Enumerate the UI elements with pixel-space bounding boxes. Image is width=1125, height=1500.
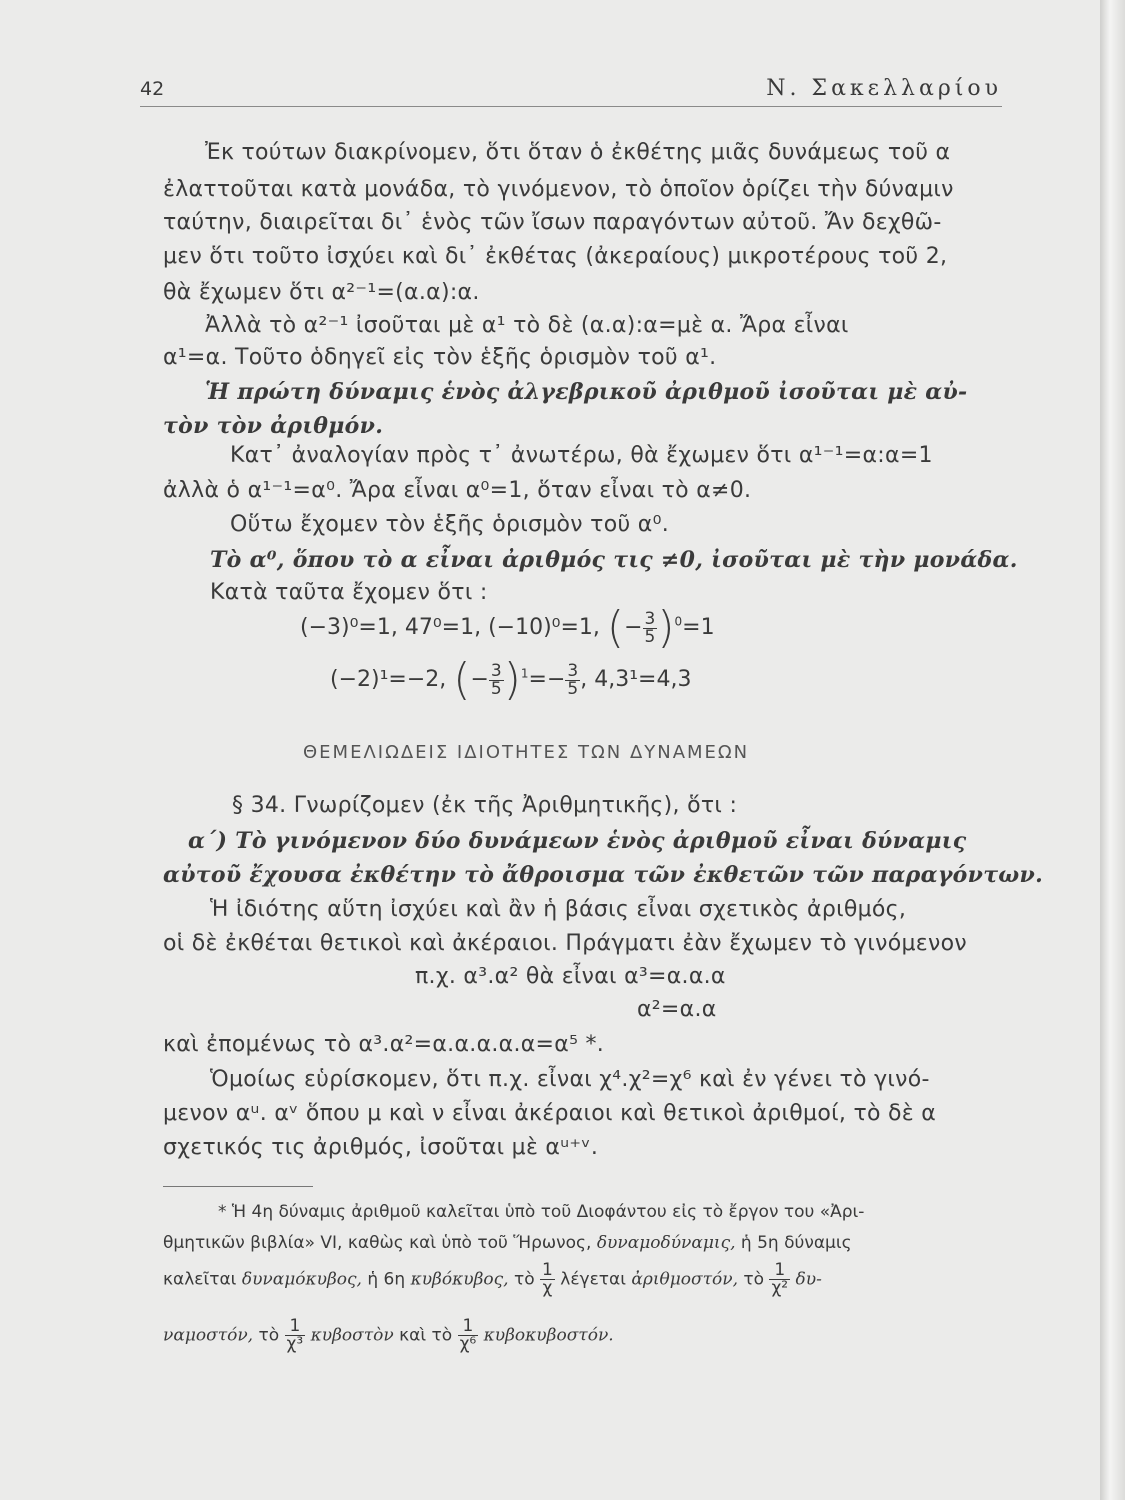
- text-line: Κατ᾽ ἀναλογίαν πρὸς τ᾽ ἀνωτέρω, θὰ ἔχωμεν ὅτι α¹⁻¹=α:α=1: [230, 443, 933, 468]
- footnote-line: θμητικῶν βιβλία» VI, καθὼς καὶ ὑπὸ τοῦ Ἥρωνος, δυναμοδύναμις, ἡ 5η δύναμις: [163, 1233, 852, 1253]
- text-line: ταύτην, διαιρεῖται δι᾽ ἑνὸς τῶν ἴσων παραγόντων αὐτοῦ. Ἄν δεχθῶ-: [163, 210, 942, 235]
- footnote-line: * Ἡ 4η δύναμις ἀριθμοῦ καλεῖται ὑπὸ τοῦ Διοφάντου εἰς τὸ ἔργον του «Ἀρι-: [218, 1202, 865, 1222]
- formula-text: , 4,3¹=4,3: [580, 667, 692, 692]
- text-line: σχετικός τις ἀριθμός, ἰσοῦται μὲ αᵘ⁺ᵛ.: [163, 1135, 599, 1160]
- text-line: μενον αᵘ. αᵛ ὅπου μ καὶ ν εἶναι ἀκέραιοι καὶ θετικοὶ ἀριθμοί, τὸ δὲ α: [163, 1101, 937, 1126]
- text-line: Ὁμοίως εὑρίσκομεν, ὅτι π.χ. εἶναι χ⁴.χ²=χ⁶ καὶ ἐν γένει τὸ γινό-: [210, 1067, 930, 1092]
- fraction: $\frac{3}{5}$: [644, 608, 656, 647]
- italic-definition: Ἡ πρώτη δύναμις ἑνὸς ἀλγεβρικοῦ ἀριθμοῦ ἰσοῦται μὲ αὐ-: [205, 379, 968, 405]
- formula-row-2: (−2)¹=−2, (− $\frac{3}{5}$ )$^1$=− $\frac{3}{5}$ , 4,3¹=4,3: [330, 654, 692, 705]
- italic-property: αὐτοῦ ἔχουσα ἐκθέτην τὸ ἄθροισμα τῶν ἐκθετῶν τῶν παραγόντων.: [163, 862, 1044, 888]
- text-line: Ἡ ἰδιότης αὕτη ἰσχύει καὶ ἂν ἡ βάσις εἶναι σχετικὸς ἀριθμός,: [210, 897, 907, 922]
- fraction: $\frac{3}{5}$: [567, 660, 579, 699]
- text-line: Ἀλλὰ τὸ α²⁻¹ ἰσοῦται μὲ α¹ τὸ δὲ (α.α):α=μὲ α. Ἄρα εἶναι: [205, 313, 849, 338]
- italic-definition: τὸν τὸν ἀριθμόν.: [163, 413, 384, 439]
- text-line: μεν ὅτι τοῦτο ἰσχύει καὶ δι᾽ ἐκθέτας (ἀκεραίους) μικροτέρους τοῦ 2,: [163, 244, 948, 269]
- text-line: Οὕτω ἔχομεν τὸν ἑξῆς ὁρισμὸν τοῦ α⁰.: [230, 512, 670, 537]
- footnote-rule: [163, 1186, 313, 1187]
- book-spine-edge: [1100, 0, 1125, 1500]
- paragraph-number: § 34. Γνωρίζομεν (ἐκ τῆς Ἀριθμητικῆς), ὅτι :: [232, 793, 738, 818]
- footnote-line: ναμοστόν, τὸ $\frac{1}{\text{χ³}}$ κυβοστὸν καὶ τὸ $\frac{1}{\text{χ⁶}}$ κυβοκυβοστόν.: [163, 1316, 614, 1354]
- formula-text: (−3)⁰=1, 47⁰=1, (−10)⁰=1,: [300, 615, 600, 640]
- text-line: ἀλλὰ ὁ α¹⁻¹=α⁰. Ἄρα εἶναι α⁰=1, ὅταν εἶναι τὸ α≠0.: [163, 478, 752, 503]
- fraction: $\frac{1}{\text{χ²}}$: [771, 1260, 789, 1298]
- text-line: θὰ ἔχωμεν ὅτι α²⁻¹=(α.α):α.: [163, 280, 480, 305]
- text-line: α²=α.α: [637, 997, 717, 1022]
- italic-definition: Τὸ α⁰, ὅπου τὸ α εἶναι ἀριθμός τις ≠0, ἰσοῦται μὲ τὴν μονάδα.: [210, 547, 1018, 573]
- fraction: $\frac{3}{5}$: [490, 660, 502, 699]
- page-header: [140, 78, 1002, 108]
- text-line: οἱ δὲ ἐκθέται θετικοὶ καὶ ἀκέραιοι. Πράγματι ἐὰν ἔχωμεν τὸ γινόμενον: [163, 931, 967, 956]
- text-line: π.χ. α³.α² θὰ εἶναι α³=α.α.α: [415, 964, 726, 989]
- text-line: καὶ ἐπομένως τὸ α³.α²=α.α.α.α.α=α⁵ *.: [163, 1032, 605, 1057]
- footnote-line: καλεῖται δυναμόκυβος, ἡ 6η κυβόκυβος, τὸ $\frac{1}{\chi}$ λέγεται ἀριθμοστόν, τὸ $\frac{1}{\text{χ²}}$ δυ-: [163, 1260, 822, 1298]
- italic-property: α΄) Τὸ γινόμενον δύο δυνάμεων ἑνὸς ἀριθμοῦ εἶναι δύναμις: [188, 828, 967, 854]
- formula-text: =1: [682, 615, 715, 640]
- fraction: $\frac{1}{\text{χ³}}$: [286, 1316, 304, 1354]
- running-title: Ν. Σακελλαρίου: [766, 76, 1002, 101]
- fraction: $\frac{1}{\chi}$: [542, 1260, 553, 1298]
- text-line: Ἐκ τούτων διακρίνομεν, ὅτι ὅταν ὁ ἐκθέτης μιᾶς δυνάμεως τοῦ α: [205, 140, 951, 165]
- formula-text: =−: [528, 667, 566, 692]
- fraction: $\frac{1}{\text{χ⁶}}$: [459, 1316, 477, 1354]
- text-line: α¹=α. Τοῦτο ὁδηγεῖ εἰς τὸν ἑξῆς ὁρισμὸν τοῦ α¹.: [163, 345, 717, 370]
- text-line: Κατὰ ταῦτα ἔχομεν ὅτι :: [210, 580, 488, 605]
- header-rule: [140, 106, 1002, 107]
- section-heading: ΘΕΜΕΛΙΩΔΕΙΣ ΙΔΙΟΤΗΤΕΣ ΤΩΝ ΔΥΝΑΜΕΩΝ: [303, 742, 750, 763]
- formula-text: (−2)¹=−2,: [330, 667, 447, 692]
- text-line: ἐλαττοῦται κατὰ μονάδα, τὸ γινόμενον, τὸ ὁποῖον ὁρίζει τὴν δύναμιν: [163, 177, 954, 202]
- page-number: 42: [140, 78, 165, 100]
- formula-row-1: (−3)⁰=1, 47⁰=1, (−10)⁰=1, (− $\frac{3}{5}$ )$^0$=1: [300, 602, 715, 653]
